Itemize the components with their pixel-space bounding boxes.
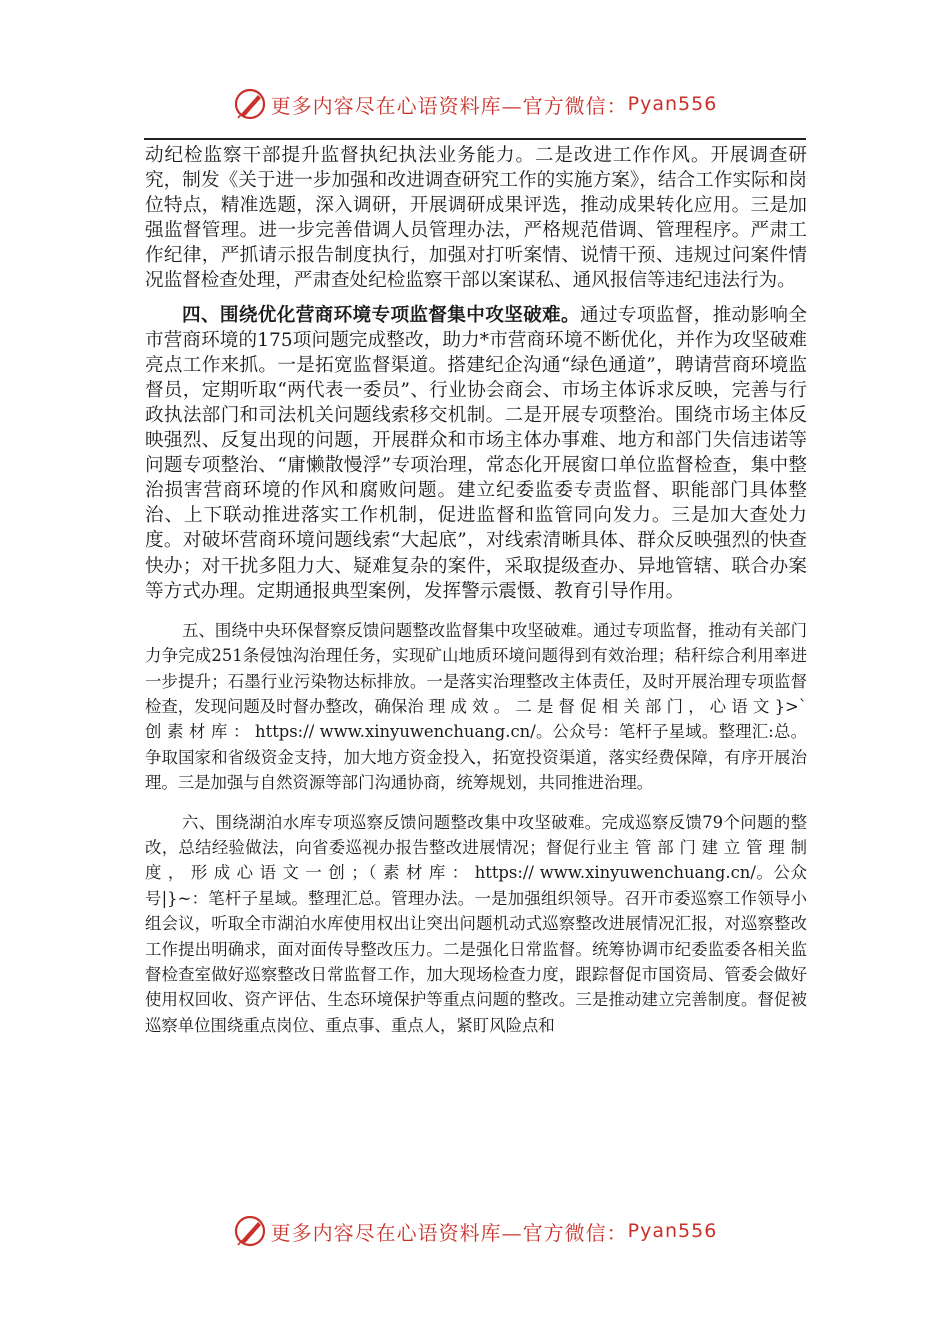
header-wechat-id: Pyan556 [627,93,718,115]
footer-banner-text: 更多内容尽在心语资料库—官方微信： [270,1220,628,1245]
document-body [145,143,807,1038]
footer-banner [0,1211,950,1251]
header-banner-text: 更多内容尽在心语资料库—官方微信： [270,93,628,118]
paragraph-section-four [145,303,807,604]
header-banner [0,84,950,124]
section-four-heading: 四、围绕优化营商环境专项监督集中攻坚破难。 [182,304,580,326]
paragraph-section-six: 六、围绕湖泊水库专项巡察反馈问题整改集中攻坚破难。完成巡察反馈79个问题的整改，总结经验做法，向省委巡视办报告整改进展情况；督促行业主 管 部 门 建 立 管 理 制 度 ， 形 成 心 语 文 一 创 ；（ 素 材 库 ： https:// www.xinyuwenchuang.cn/。公众号|}~：笔杆子星域。整理汇总。管理办法。一是加强组织领导。召开市委巡察工作领导小组会议，听取全市湖泊水库使用权出让突出问题机动式巡察整改进展情况汇报，对巡察整改工作提出明确求，面对面传导整改压力。二是强化日常监督。统筹协调市纪委监委各相关监督检查室做好巡察整改日常监督工作，加大现场检查力度，跟踪督促市国资局、管委会做好使用权回收、资产评估、生态环境保护等重点问题的整改。三是推动建立完善制度。督促被巡察单位围绕重点岗位、重点事、重点人，紧盯风险点和 [145,812,807,1035]
footer-wechat-id: Pyan556 [627,1220,718,1242]
paragraph-section-five: 五、围绕中央环保督察反馈问题整改监督集中攻坚破难。通过专项监督，推动有关部门力争完成251条侵蚀沟治理任务，实现矿山地质环境问题得到有效治理；秸秆综合利用率进一步提升；石墨行业污染物达标排放。一是落实治理整改主体责任，及时开展治理专项监督检查，发现问题及时督办整改，确保治 理 成 效 。 二 是 督 促 相 关 部 门 ， 心 语 文 }>` 创 素 材 库 ： https:// www.xinyuwenchuang.cn/。公众号：笔杆子星域。整理汇:总。争取国家和省级资金支持，加大地方资金投入，拓宽投资渠道，落实经费保障，有序开展治理。三是加强与自然资源等部门沟通协商，统筹规划，共同推进治理。 [145,620,807,793]
pen-logo-icon [233,1214,267,1248]
header-divider [144,138,806,140]
paragraph-continued: 动纪检监察干部提升监督执纪执法业务能力。二是改进工作作风。开展调查研究，制发《关于进一步加强和改进调查研究工作的实施方案》，结合工作实际和岗位特点，精准选题，深入调研，开展调研成果评选，推动成果转化应用。三是加强监督管理。进一步完善借调人员管理办法，严格规范借调、管理程序。严肃工作纪律，严抓请示报告制度执行，加强对打听案情、说情干预、违规过问案件情况监督检查处理，严肃查处纪检监察干部以案谋私、通风报信等违纪违法行为。 [145,145,807,292]
pen-logo-icon [233,87,267,121]
section-four-text: 通过专项监督，推动影响全市营商环境的175项问题完成整改，助力*市营商环境不断优化，并作为攻坚破难亮点工作来抓。一是拓宽监督渠道。搭建纪企沟通“绿色通道”，聘请营商环境监督员，定期听取“两代表一委员”、行业协会商会、市场主体诉求反映，完善与行政执法部门和司法机关问题线索移交机制。二是开展专项整治。围绕市场主体反映强烈、反复出现的问题，开展群众和市场主体办事难、地方和部门失信违诺等问题专项整治、“庸懒散慢浮”专项治理，常态化开展窗口单位监督检查，集中整治损害营商环境的作风和腐败问题。建立纪委监委专责监督、职能部门具体整治、上下联动推进落实工作机制，促进监督和监管同向发力。三是加大查处力度。对破坏营商环境问题线索“大起底”，对线索清晰具体、群众反映强烈的快查快办；对干扰多阻力大、疑难复杂的案件，采取提级查办、异地管辖、联合办案等方式办理。定期通报典型案例，发挥警示震慑、教育引导作用。 [145,304,807,602]
